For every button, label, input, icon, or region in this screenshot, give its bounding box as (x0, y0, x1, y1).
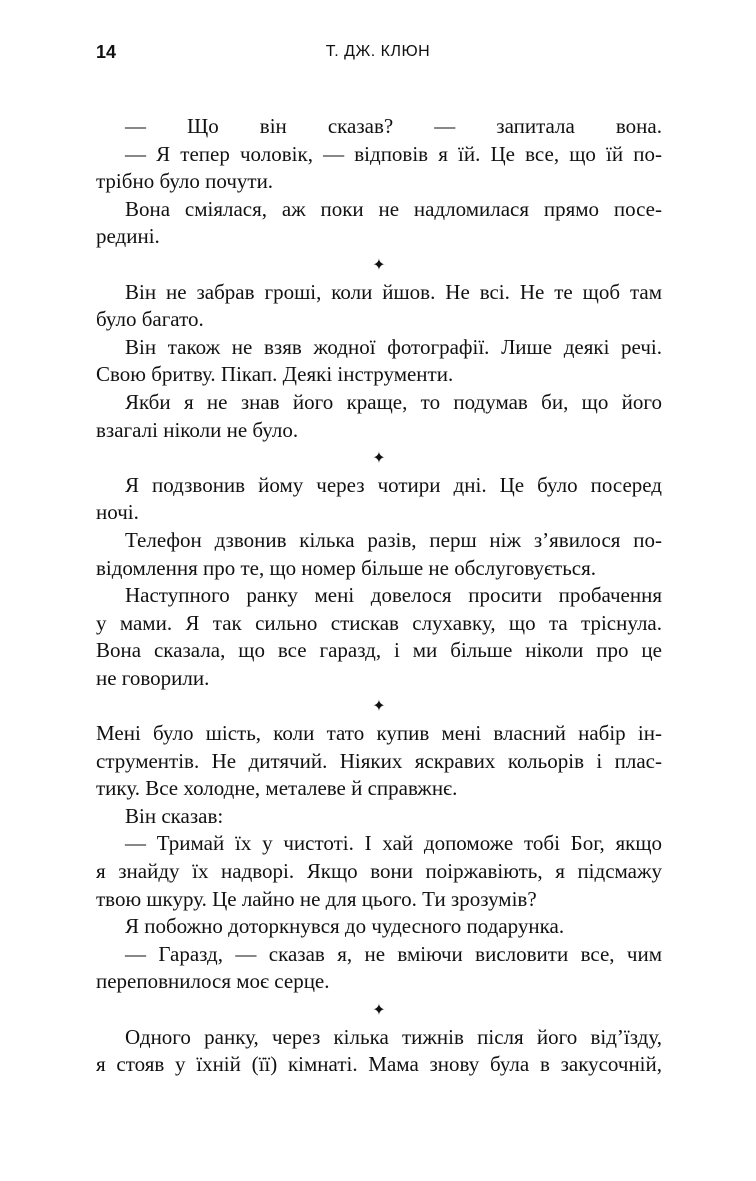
text-line: Якби я не знав його краще, то подумав би, що його (125, 389, 662, 414)
text-line: переповнилося моє серце. (96, 969, 330, 994)
text-line: Свою бритву. Пікап. Деякі інструменти. (96, 362, 454, 387)
section-separator-icon: ✦ (372, 448, 386, 468)
text-line: я знайду їх надворі. Якщо вони поіржавіють, я підсмажу (96, 859, 662, 884)
text-line: Наступного ранку мені довелося просити пробачення (125, 583, 662, 608)
text-line: ночі. (96, 500, 139, 525)
text-line: взагалі ніколи не було. (96, 417, 299, 442)
text-line: тику. Все холодне, металеве й справжнє. (96, 776, 458, 801)
section-separator-icon: ✦ (372, 254, 386, 274)
text-line: — Гаразд, — сказав я, не вміючи висловити все, чим (125, 941, 662, 966)
text-line: у мами. Я так сильно стискав слухавку, що та тріснула. (96, 610, 662, 635)
text-line: — Що він сказав? — запитала вона. (125, 114, 662, 138)
text-line: Я побожно доторкнувся до чудесного подарунка. (125, 914, 565, 939)
text-line: трібно було почути. (96, 169, 274, 194)
text-line: твою шкуру. Це лайно не для цього. Ти зрозумів? (96, 886, 537, 911)
text-line: було багато. (96, 307, 204, 332)
text-line: не говорили. (96, 665, 210, 690)
text-line: — Тримай їх у чистоті. І хай допоможе тобі Бог, якщо (125, 831, 662, 856)
text-line: редині. (96, 224, 160, 249)
page-body (96, 113, 662, 1079)
section-separator-icon: ✦ (372, 696, 386, 716)
text-line: струментів. Не дитячий. Ніяких яскравих кольорів і плас- (96, 748, 662, 773)
text-line: — Я тепер чоловік, — відповів я їй. Це все, що їй по- (125, 141, 662, 166)
text-line: Телефон дзвонив кілька разів, перш ніж з’явилося по- (125, 527, 662, 552)
text-line: відомлення про те, що номер більше не обслуговується. (96, 555, 597, 580)
text-line: Вона сказала, що все гаразд, і ми більше ніколи про це (96, 638, 662, 663)
text-line: Він також не взяв жодної фотографії. Лише деякі речі. (125, 334, 662, 359)
text-line: Одного ранку, через кілька тижнів після його від’їзду, (125, 1024, 662, 1049)
page-number: 14 (96, 42, 117, 62)
text-line: Я подзвонив йому через чотири дні. Це було посеред (125, 472, 662, 497)
text-line: Він не забрав гроші, коли йшов. Не всі. Не те щоб там (125, 279, 662, 304)
running-head: Т. ДЖ. КЛЮН (325, 43, 431, 60)
text-line: Вона сміялася, аж поки не надломилася прямо посе- (125, 196, 662, 221)
text-line: Мені було шість, коли тато купив мені власний набір ін- (96, 721, 662, 746)
section-separator-icon: ✦ (372, 1000, 386, 1019)
text-line: Він сказав: (125, 803, 224, 828)
text-line: я стояв у їхній (її) кімнаті. Мама знову була в закусочній, (96, 1052, 662, 1077)
page-header (0, 40, 756, 66)
